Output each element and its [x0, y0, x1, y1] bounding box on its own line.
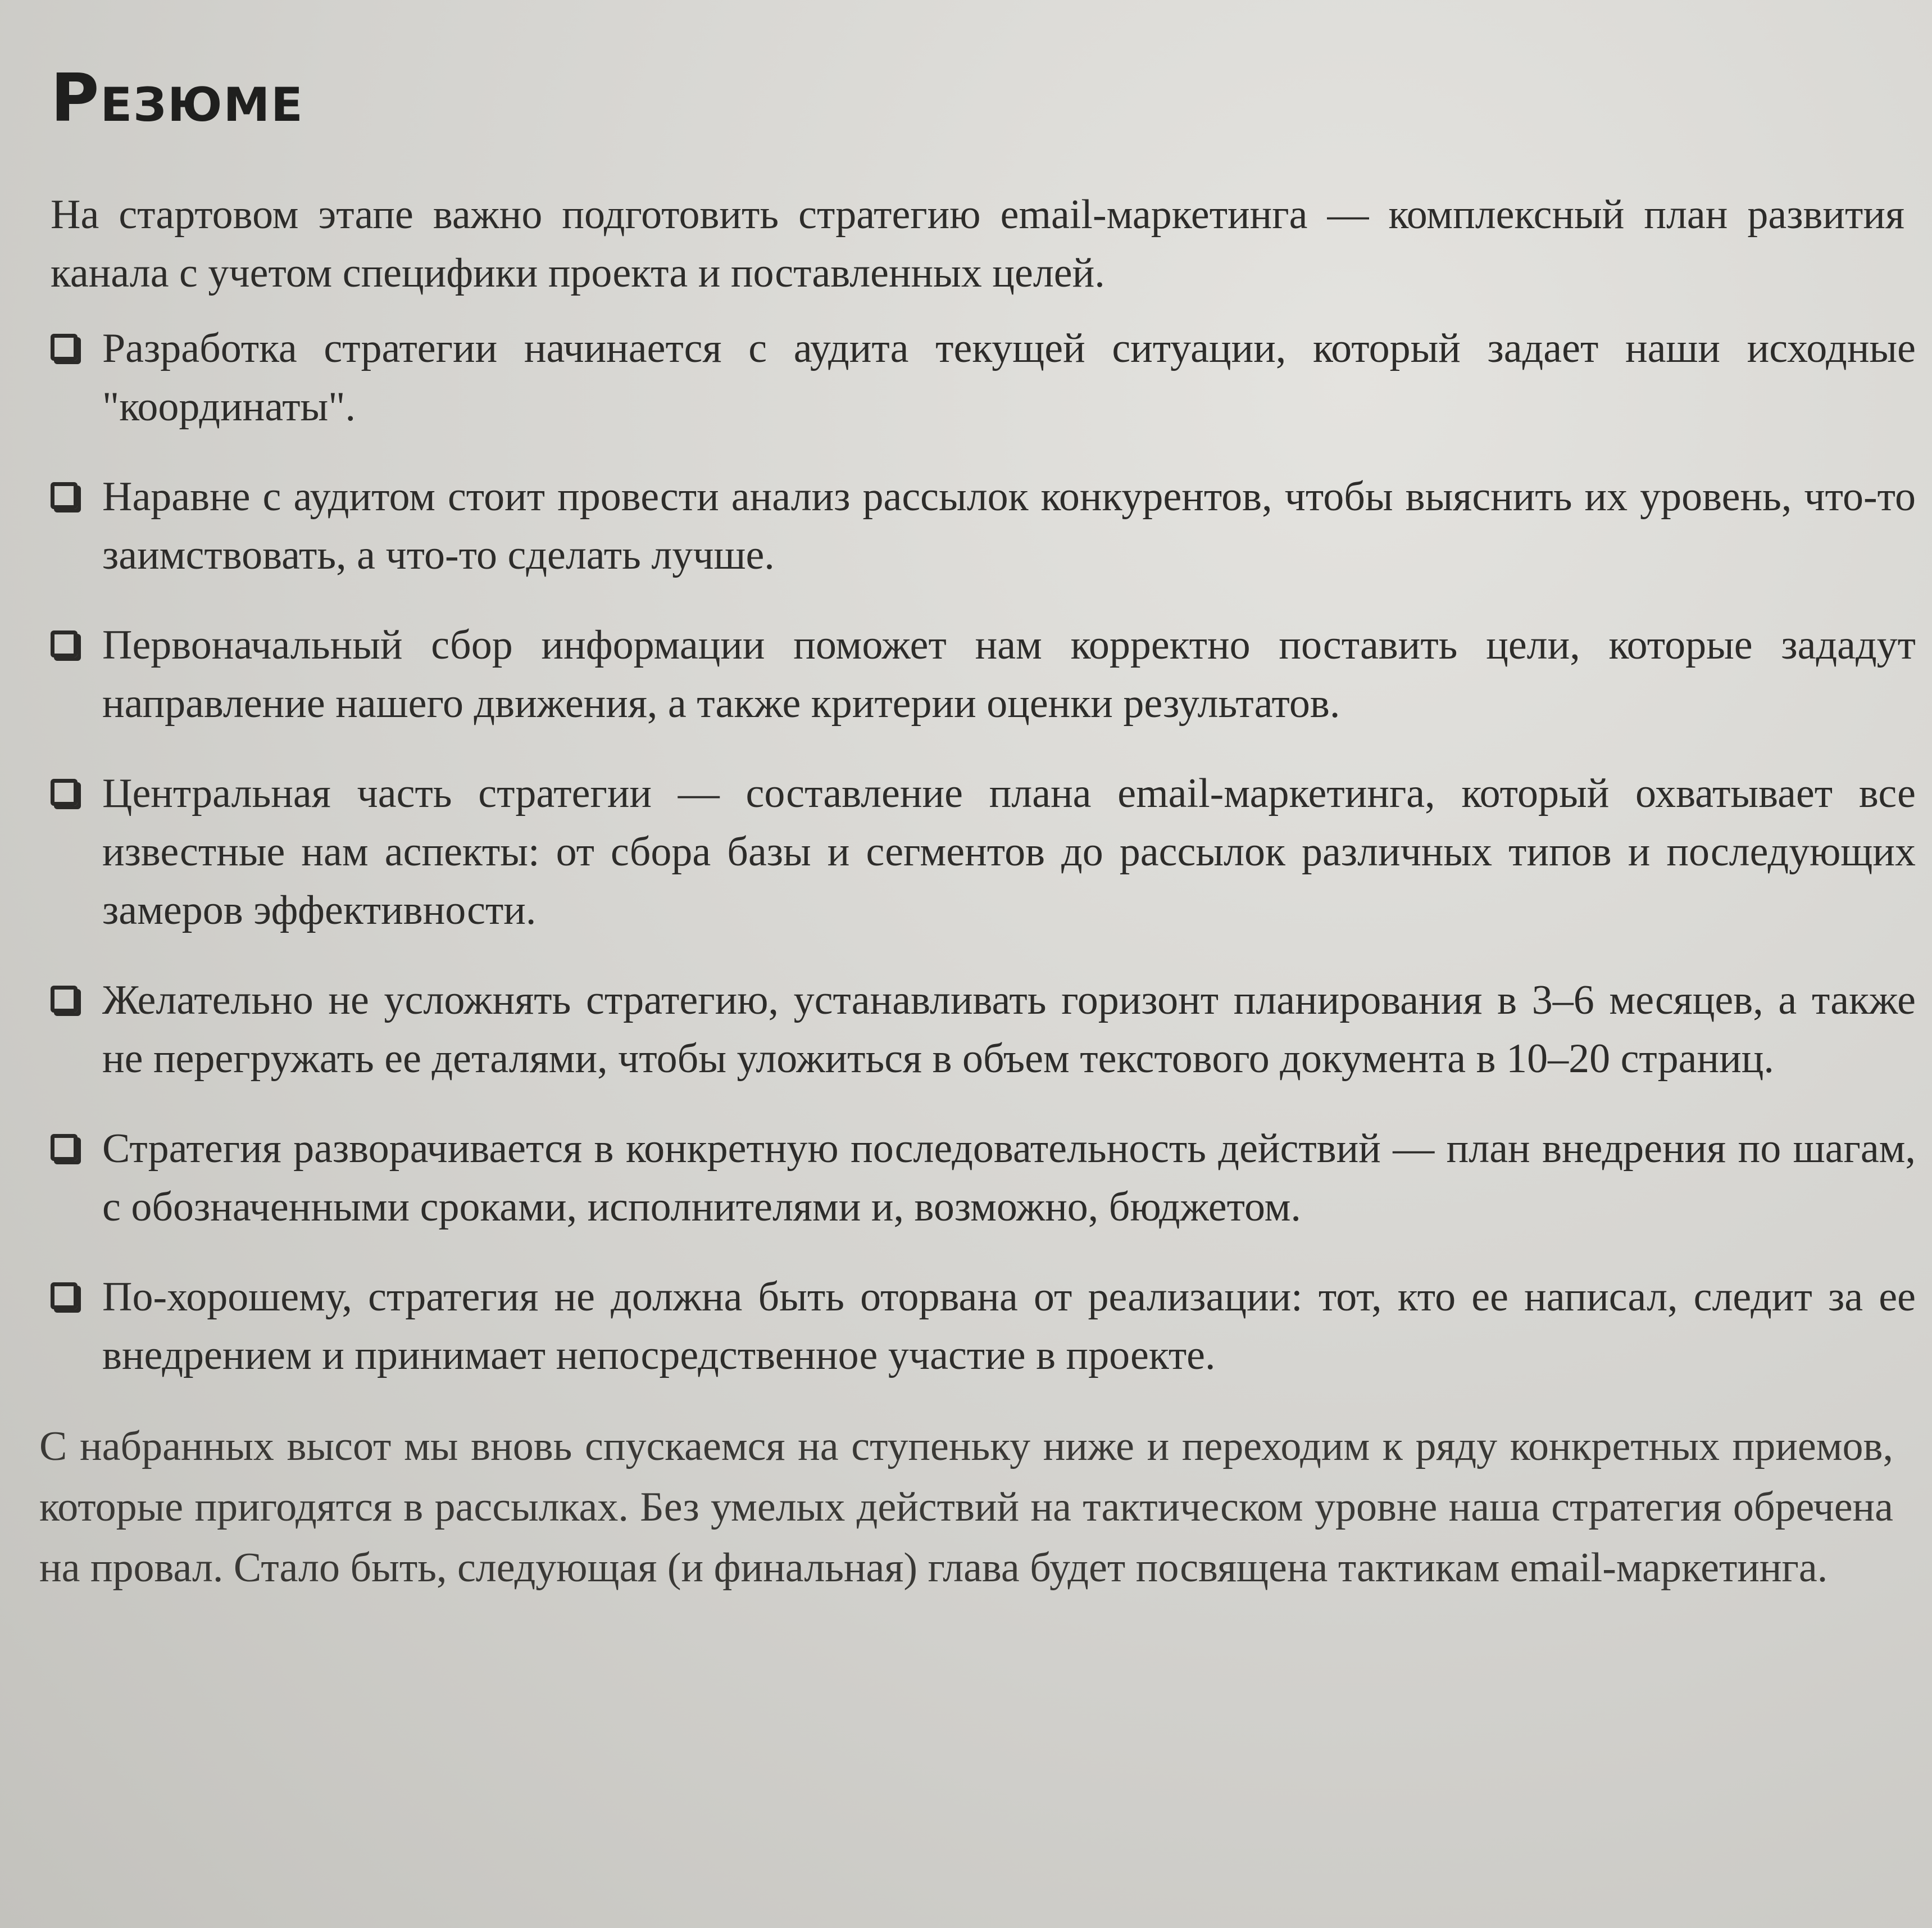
checkbox-bullet-icon [51, 779, 78, 806]
list-item [51, 468, 1916, 584]
list-item [51, 971, 1916, 1088]
list-item [51, 764, 1916, 940]
list-item-text: Желательно не усложнять стратегию, устанавливать горизонт планирования в 3–6 месяцев, а также не перегружать ее деталями, чтобы уложиться в объем текстового документа в 10–20 страниц. [102, 977, 1916, 1082]
checkbox-bullet-icon [51, 482, 78, 509]
list-item [51, 1268, 1916, 1385]
list-item-text: Стратегия разворачивается в конкретную последовательность действий — план внедрения по шагам, с обозначенными сроками, исполнителями и, возможно, бюджетом. [102, 1125, 1916, 1230]
checkbox-bullet-icon [51, 986, 78, 1013]
list-item-text: Наравне с аудитом стоит провести анализ рассылок конкурентов, чтобы выяснить их уровень, что-то заимствовать, а что-то сделать лучше. [102, 473, 1916, 578]
section-title: Резюме [51, 59, 304, 137]
list-item [51, 319, 1916, 436]
closing-paragraph: С набранных высот мы вновь спускаемся на ступеньку ниже и переходим к ряду конкретных приемов, которые пригодятся в рассылках. Без умелых действий на тактическом уровне наша стратегия обречена на провал. Стало быть, следующая (и финальная) глава будет посвящена тактикам email-маркетинга. [39, 1423, 1893, 1591]
summary-list [51, 319, 1916, 1385]
intro-paragraph: На стартовом этапе важно подготовить стратегию email-маркетинга — комплексный план развития канала с учетом специфики проекта и поставленных целей. [51, 191, 1904, 296]
checkbox-bullet-icon [51, 334, 78, 361]
list-item-text: Центральная часть стратегии — составление плана email-маркетинга, который охватывает все известные нам аспекты: от сбора базы и сегментов до рассылок различных типов и последующих замеров эффективности. [102, 770, 1916, 933]
checkbox-bullet-icon [51, 1282, 78, 1309]
list-item [51, 1119, 1916, 1236]
checkbox-bullet-icon [51, 630, 78, 657]
list-item-text: По-хорошему, стратегия не должна быть оторвана от реализации: тот, кто ее написал, следит за ее внедрением и принимает непосредственное участие в проекте. [102, 1273, 1916, 1378]
list-item-text: Разработка стратегии начинается с аудита текущей ситуации, который задает наши исходные "координаты". [102, 325, 1916, 430]
list-item [51, 616, 1916, 733]
checkbox-bullet-icon [51, 1134, 78, 1161]
list-item-text: Первоначальный сбор информации поможет нам корректно поставить цели, которые зададут направление нашего движения, а также критерии оценки результатов. [102, 622, 1916, 727]
